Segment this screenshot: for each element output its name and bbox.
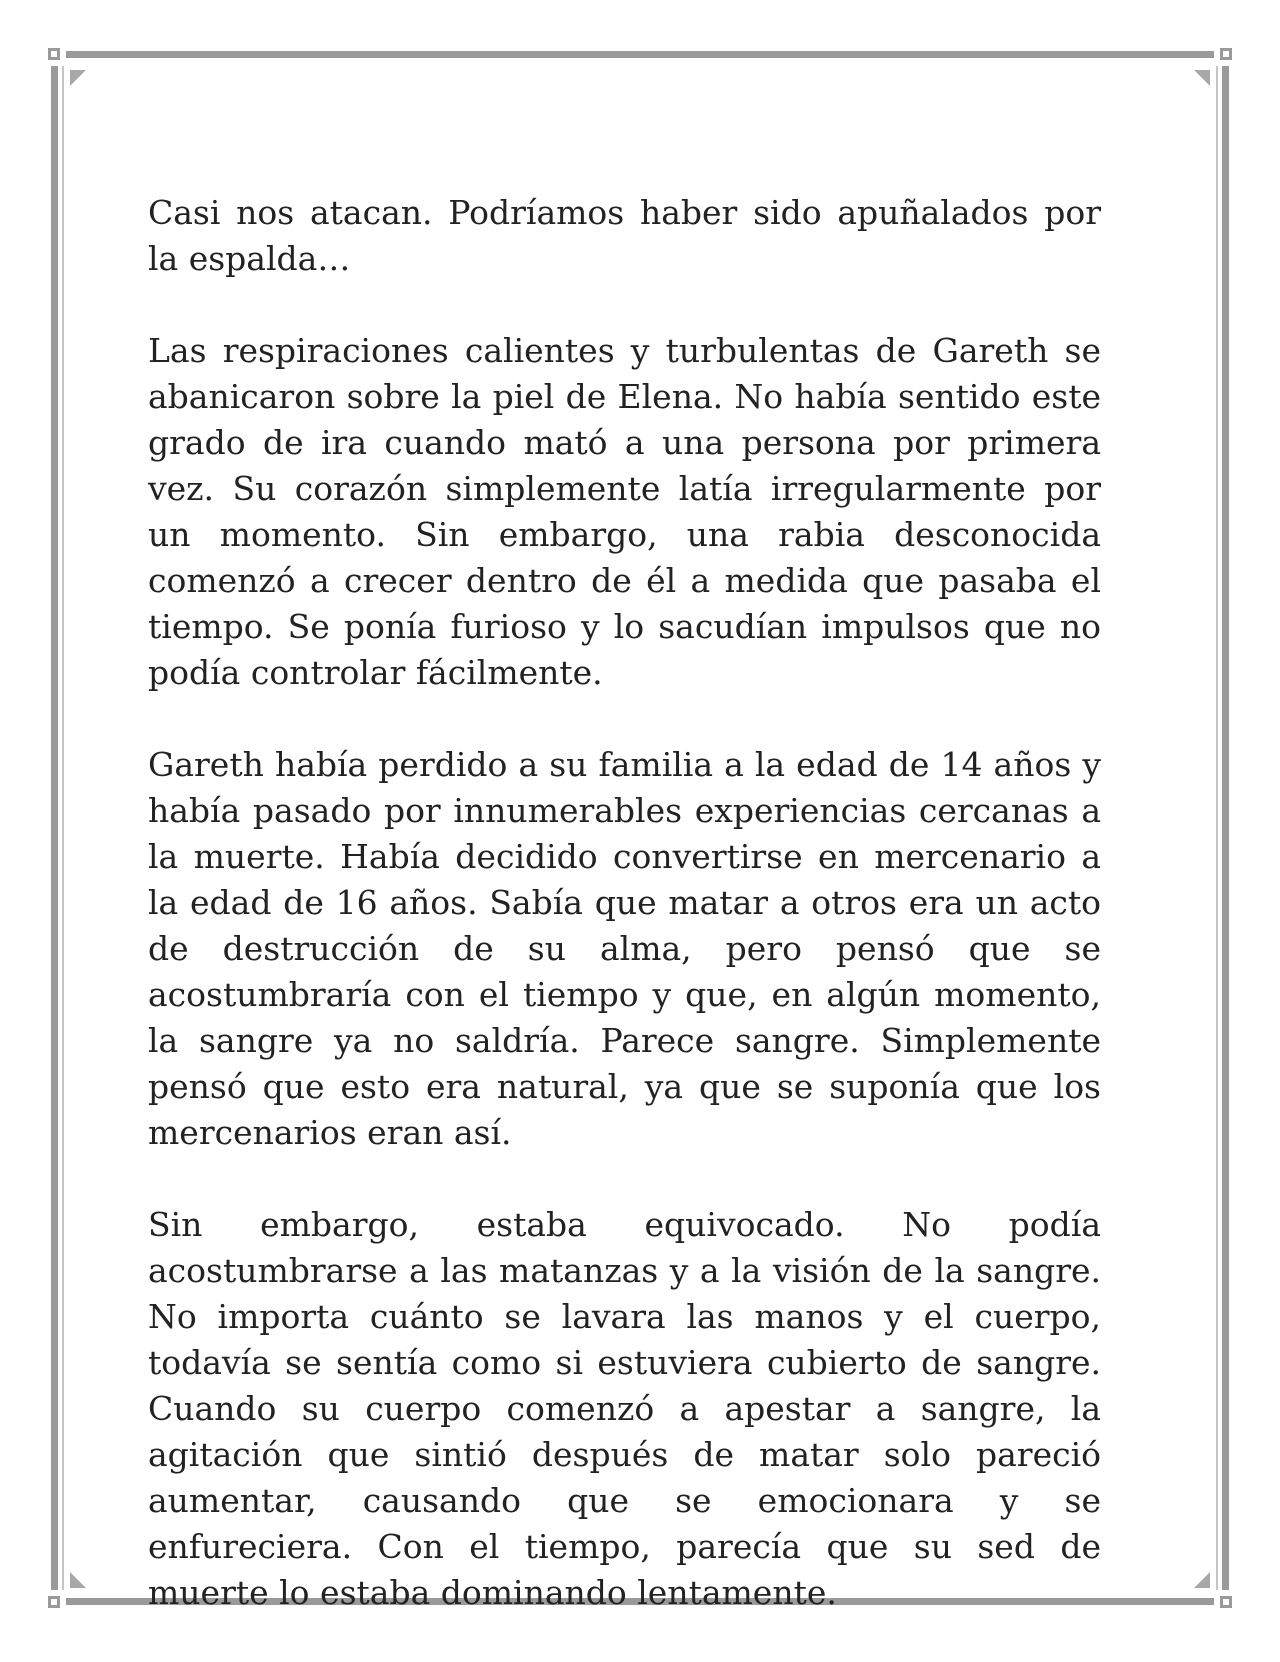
paragraph: Las respiraciones calientes y turbulentas de Gareth se abanicaron sobre la piel de Elena. No había sentido este grado de ira cuando mató a una persona por primera vez. Su corazón simplemente latía irregularmente por un momento. Sin embargo, una rabia desconocida comenzó a crecer dentro de él a medida que pasaba el tiempo. Se ponía furioso y lo sacudían impulsos que no podía controlar fácilmente. <box>148 331 1101 692</box>
frame-right-border <box>1222 66 1229 1590</box>
frame-corner-bottom-right <box>1220 1596 1232 1608</box>
frame-top-border <box>66 51 1214 58</box>
corner-ornament-top-right <box>1194 70 1210 86</box>
corner-ornament-bottom-right <box>1194 1572 1210 1588</box>
paragraph: Sin embargo, estaba equivocado. No podía acostumbrarse a las matanzas y a la visión de la sangre. No importa cuánto se lavara las manos y el cuerpo, todavía se sentía como si estuviera cubierto de sangre. Cuando su cuerpo comenzó a apestar a sangre, la agitación que sintió después de matar solo pareció aumentar, causando que se emocionara y se enfureciera. Con el tiempo, parecía que su sed de muerte lo estaba dominando lentamente. <box>148 1205 1101 1612</box>
frame-inner-right-line <box>1216 66 1218 1590</box>
frame-inner-left-line <box>62 66 64 1590</box>
frame-corner-bottom-left <box>48 1596 60 1608</box>
paragraph: Gareth había perdido a su familia a la edad de 14 años y había pasado por innumerables experiencias cercanas a la muerte. Había decidido convertirse en mercenario a la edad de 16 años. Sabía que matar a otros era un acto de destrucción de su alma, pero pensó que se acostumbraría con el tiempo y que, en algún momento, la sangre ya no saldría. Parece sangre. Simplemente pensó que esto era natural, ya que se suponía que los mercenarios eran así. <box>148 745 1101 1152</box>
frame-corner-top-right <box>1220 48 1232 60</box>
frame-corner-top-left <box>48 48 60 60</box>
frame-left-border <box>51 66 58 1590</box>
paragraph: Casi nos atacan. Podríamos haber sido apuñalados por la espalda… <box>148 193 1101 278</box>
corner-ornament-top-left <box>70 70 86 86</box>
body-text <box>148 190 1101 1662</box>
corner-ornament-bottom-left <box>70 1572 86 1588</box>
